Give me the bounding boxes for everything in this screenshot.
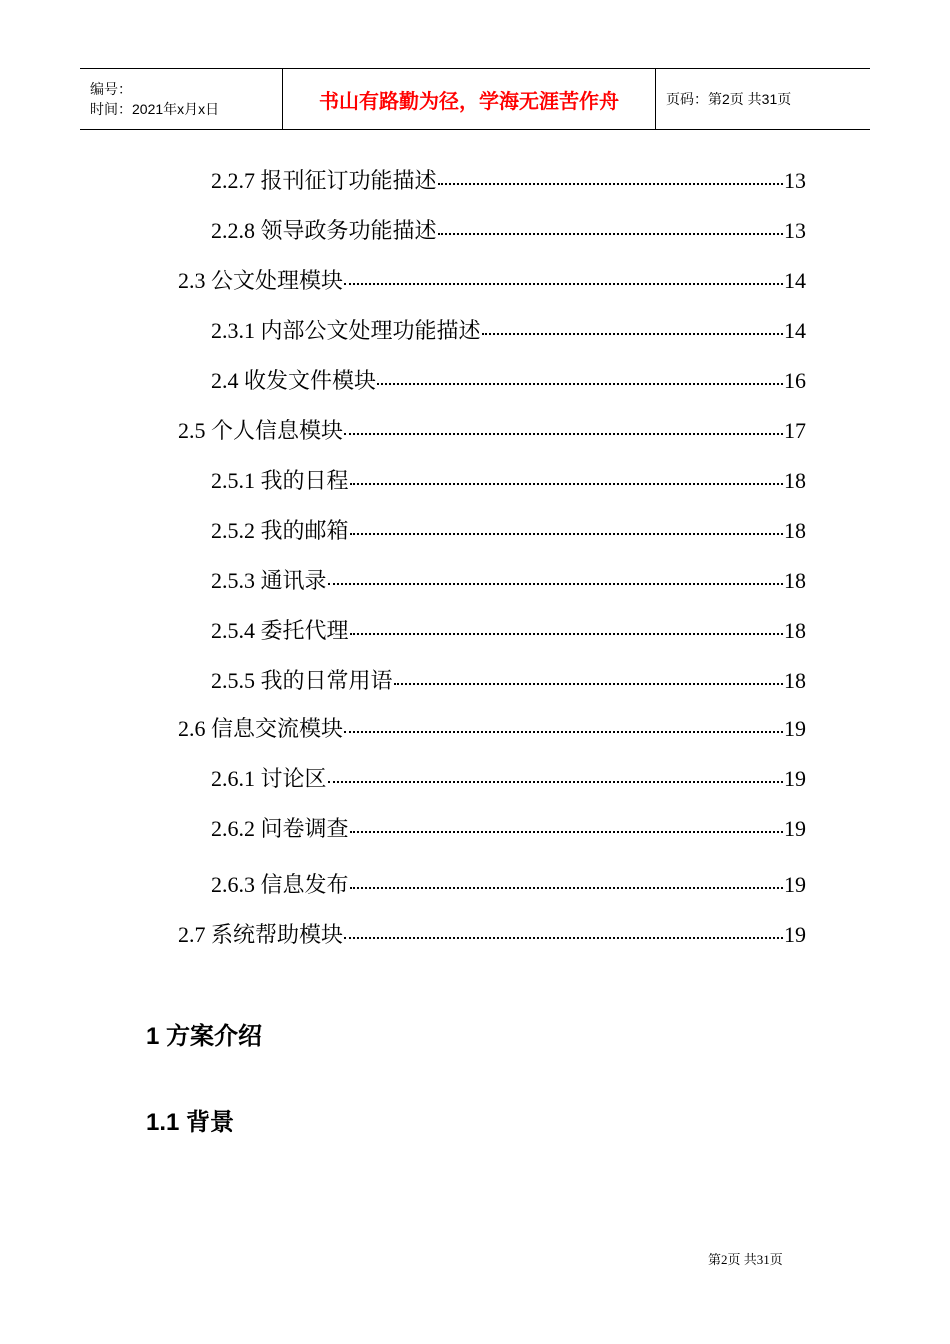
toc-entry[interactable]: [178, 416, 806, 446]
toc-entry[interactable]: [211, 466, 806, 496]
toc-entry-page: 13: [784, 168, 806, 193]
toc-entry[interactable]: [178, 266, 806, 296]
toc-entry[interactable]: [211, 616, 806, 646]
toc-entry-page: 17: [784, 418, 806, 443]
toc-dot-leader: [438, 183, 783, 185]
toc-entry[interactable]: [211, 166, 806, 196]
toc-dot-leader: [344, 937, 783, 939]
toc-dot-leader: [350, 831, 783, 833]
toc-entry-page: 16: [784, 368, 806, 393]
toc-entry-title: 2.3.1 内部公文处理功能描述: [211, 318, 481, 343]
toc-entry-title: 2.7 系统帮助模块: [178, 922, 344, 947]
toc-entry-page: 19: [784, 766, 806, 791]
toc-entry[interactable]: [211, 366, 806, 396]
toc-dot-leader: [394, 683, 783, 685]
motto-text: 书山有路勤为径，学海无涯苦作舟: [319, 88, 619, 113]
toc-entry-title: 2.3 公文处理模块: [178, 268, 344, 293]
toc-entry-page: 18: [784, 518, 806, 543]
toc-entry-title: 2.6.3 信息发布: [211, 872, 349, 897]
toc-entry-title: 2.5.5 我的日常用语: [211, 668, 393, 693]
page-header: [80, 68, 870, 130]
page-footer: 第2页 共31页: [708, 1252, 783, 1267]
header-motto: [282, 69, 656, 129]
toc-entry-page: 14: [784, 268, 806, 293]
toc-entry-title: 2.6 信息交流模块: [178, 716, 344, 741]
toc-entry-title: 2.5.1 我的日程: [211, 468, 349, 493]
toc-entry[interactable]: [211, 316, 806, 346]
number-label: 编号：: [90, 81, 132, 97]
toc-dot-leader: [344, 731, 783, 733]
section-heading-1: 1 方案介绍: [146, 1023, 263, 1050]
header-page-info: [656, 69, 791, 129]
toc-entry[interactable]: [211, 216, 806, 246]
toc-entry[interactable]: [211, 666, 806, 696]
toc-entry-page: 14: [784, 318, 806, 343]
toc-entry[interactable]: [211, 814, 806, 844]
toc-entry-title: 2.2.8 领导政务功能描述: [211, 218, 437, 243]
toc-dot-leader: [438, 233, 783, 235]
toc-entry[interactable]: [211, 516, 806, 546]
toc-entry-page: 19: [784, 816, 806, 841]
page-info-text: 页码：第2页 共31页: [666, 91, 792, 107]
toc-dot-leader: [377, 383, 783, 385]
section-heading-1-1: 1.1 背景: [146, 1109, 235, 1136]
toc-entry-title: 2.5 个人信息模块: [178, 418, 344, 443]
toc-dot-leader: [344, 283, 783, 285]
toc-entry-page: 13: [784, 218, 806, 243]
toc-entry-title: 2.2.7 报刊征订功能描述: [211, 168, 437, 193]
toc-entry-title: 2.5.3 通讯录: [211, 568, 327, 593]
toc-dot-leader: [344, 433, 783, 435]
toc-dot-leader: [482, 333, 783, 335]
toc-entry-title: 2.6.2 问卷调查: [211, 816, 349, 841]
toc-entry-title: 2.5.2 我的邮箱: [211, 518, 349, 543]
toc-entry[interactable]: [211, 566, 806, 596]
toc-entry-page: 18: [784, 568, 806, 593]
toc-entry-page: 18: [784, 618, 806, 643]
toc-entry-page: 18: [784, 668, 806, 693]
header-meta: [80, 69, 282, 129]
toc-entry-page: 19: [784, 922, 806, 947]
toc-entry-page: 18: [784, 468, 806, 493]
toc-dot-leader: [328, 583, 783, 585]
time-label: 时间：2021年x月x日: [90, 101, 220, 117]
toc-dot-leader: [350, 483, 783, 485]
toc-entry[interactable]: [178, 920, 806, 950]
toc-dot-leader: [328, 781, 783, 783]
toc-dot-leader: [350, 633, 783, 635]
toc-entry-title: 2.6.1 讨论区: [211, 766, 327, 791]
toc-entry-title: 2.5.4 委托代理: [211, 618, 349, 643]
toc-entry[interactable]: [211, 764, 806, 794]
toc-dot-leader: [350, 887, 783, 889]
toc-entry-title: 2.4 收发文件模块: [211, 368, 377, 393]
toc-entry[interactable]: [178, 714, 806, 744]
toc-dot-leader: [350, 533, 783, 535]
toc-entry-page: 19: [784, 716, 806, 741]
toc-entry[interactable]: [211, 870, 806, 900]
toc-entry-page: 19: [784, 872, 806, 897]
